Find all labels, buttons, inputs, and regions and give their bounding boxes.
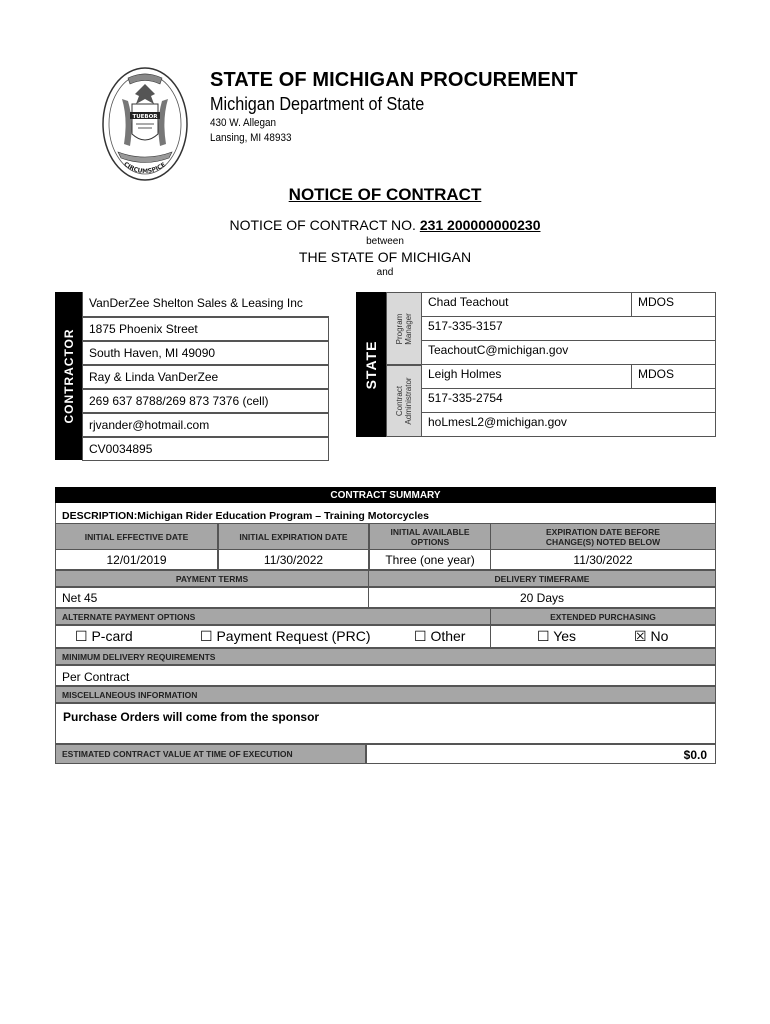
min-delivery-header: MINIMUM DELIVERY REQUIREMENTS: [55, 648, 716, 665]
svg-text:TUEBOR: TUEBOR: [132, 114, 158, 120]
program-manager-name: Chad Teachout: [421, 292, 632, 317]
misc-info-header: MISCELLANEOUS INFORMATION: [55, 686, 716, 703]
address-line-2: Lansing, MI 48933: [210, 132, 292, 144]
other-option[interactable]: [414, 628, 465, 645]
header-title: STATE OF MICHIGAN PROCUREMENT: [210, 69, 578, 91]
contract-number: 231 200000000230: [419, 217, 541, 233]
contractor-vendor-id: CV0034895: [82, 437, 329, 461]
value-available-options: Three (one year): [369, 549, 491, 570]
contract-admin-email[interactable]: hoLmesL2@michigan.gov: [421, 412, 716, 437]
contract-admin-label: Contract Administrator: [395, 377, 413, 425]
delivery-timeframe-value: 20 Days: [368, 587, 716, 608]
no-option[interactable]: [634, 628, 668, 645]
contract-admin-phone: 517-335-2754: [421, 388, 716, 413]
contractor-label: CONTRACTOR: [61, 328, 76, 424]
no-checkbox[interactable]: ☒: [634, 628, 647, 644]
prc-option[interactable]: [200, 628, 371, 645]
payment-terms-header: PAYMENT TERMS: [55, 570, 369, 587]
pcard-option[interactable]: [75, 628, 133, 645]
delivery-timeframe-header: DELIVERY TIMEFRAME: [368, 570, 716, 587]
value-expiration-date: 11/30/2022: [218, 549, 369, 570]
no-label: No: [650, 628, 669, 644]
header-expiration-before-change: EXPIRATION DATE BEFORE CHANGE(S) NOTED BELOW: [490, 523, 716, 550]
prc-checkbox[interactable]: ☐: [200, 628, 213, 644]
contract-number-line: [0, 217, 770, 233]
yes-label: Yes: [553, 628, 577, 644]
header-expiration-date: INITIAL EXPIRATION DATE: [218, 523, 369, 550]
contractor-contact: Ray & Linda VanDerZee: [82, 365, 329, 389]
header-effective-date: INITIAL EFFECTIVE DATE: [55, 523, 218, 550]
program-manager-label: Program Manager: [395, 312, 413, 345]
pcard-checkbox[interactable]: ☐: [75, 628, 88, 644]
value-effective-date: 12/01/2019: [55, 549, 218, 570]
state-seal-icon: [100, 64, 190, 184]
program-manager-phone: 517-335-3157: [421, 316, 716, 341]
contractor-street: 1875 Phoenix Street: [82, 317, 329, 341]
prc-label: Payment Request (PRC): [216, 628, 371, 644]
state-label-bar: [356, 292, 386, 437]
misc-info-value: Purchase Orders will come from the sponsor: [55, 703, 716, 744]
header-available-options: INITIAL AVAILABLE OPTIONS: [369, 523, 491, 550]
pcard-label: P-card: [91, 628, 133, 644]
address-line-1: 430 W. Allegan: [210, 117, 277, 129]
notice-title: NOTICE OF CONTRACT: [288, 185, 482, 204]
contract-admin-label-cell: [386, 365, 422, 437]
other-checkbox[interactable]: ☐: [414, 628, 427, 644]
contract-number-label: NOTICE OF CONTRACT NO.: [229, 217, 416, 233]
between-text: between: [366, 236, 404, 247]
description-row: [62, 510, 429, 522]
other-label: Other: [430, 628, 466, 644]
department-name: Michigan Department of State: [210, 94, 425, 114]
contract-summary-title: CONTRACT SUMMARY: [55, 487, 716, 503]
estimated-value: $0.0: [366, 744, 716, 764]
yes-checkbox[interactable]: ☐: [537, 628, 550, 644]
extended-purchasing-options: [490, 625, 716, 648]
description-label: DESCRIPTION:: [62, 510, 138, 522]
description-value: Michigan Rider Education Program – Training Motorcycles: [137, 510, 429, 522]
contractor-label-bar: [55, 292, 82, 460]
program-manager-email[interactable]: TeachoutC@michigan.gov: [421, 340, 716, 365]
estimated-value-header: ESTIMATED CONTRACT VALUE AT TIME OF EXECUTION: [55, 744, 366, 764]
state-party: THE STATE OF MICHIGAN: [298, 249, 472, 265]
min-delivery-value: Per Contract: [55, 665, 716, 686]
extended-purchasing-header: EXTENDED PURCHASING: [490, 608, 716, 625]
program-manager-agency: MDOS: [631, 292, 716, 317]
contract-admin-name: Leigh Holmes: [421, 364, 632, 389]
payment-terms-value: Net 45: [55, 587, 369, 608]
yes-option[interactable]: [537, 628, 576, 645]
state-label: STATE: [363, 340, 379, 389]
alternate-payment-header: ALTERNATE PAYMENT OPTIONS: [55, 608, 491, 625]
program-manager-label-cell: [386, 292, 422, 365]
value-expiration-before-change: 11/30/2022: [490, 549, 716, 570]
contractor-city: South Haven, MI 49090: [82, 341, 329, 365]
contract-admin-agency: MDOS: [631, 364, 716, 389]
svg-text:CIRCUMSPICE: CIRCUMSPICE: [122, 160, 167, 176]
contractor-name: VanDerZee Shelton Sales & Leasing Inc: [82, 292, 329, 317]
contractor-email[interactable]: rjvander@hotmail.com: [82, 413, 329, 437]
and-text: and: [376, 267, 394, 278]
contractor-phone: 269 637 8788/269 873 7376 (cell): [82, 389, 329, 413]
